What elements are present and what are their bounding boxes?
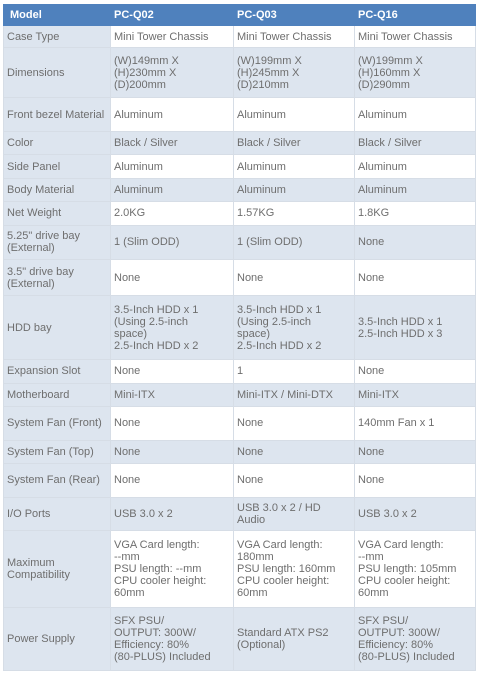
- cell-line: CPU cooler height:: [114, 574, 207, 587]
- table-cell: [234, 406, 355, 440]
- table-cell: [355, 225, 476, 260]
- cell-line: CPU cooler height:: [237, 574, 330, 587]
- cell-line: (D)200mm: [114, 78, 166, 91]
- row-label: Expansion Slot: [4, 360, 111, 383]
- cell-line: Black / Silver: [114, 137, 178, 150]
- cell-line: Mini Tower Chassis: [358, 30, 453, 43]
- table-cell: [234, 26, 355, 48]
- cell-line: Aluminum: [358, 108, 407, 121]
- table-cell: [234, 225, 355, 260]
- cell-line: Audio: [237, 513, 266, 526]
- table-cell: [355, 295, 476, 359]
- table-cell: [234, 155, 355, 178]
- cell-line: 1: [237, 365, 244, 378]
- cell-line: 180mm: [237, 550, 274, 563]
- table-cell: [111, 131, 234, 154]
- row-label: Color: [4, 131, 111, 154]
- cell-line: Standard ATX PS2: [237, 626, 329, 639]
- row-label: Case Type: [4, 26, 111, 48]
- table-row: [4, 464, 476, 498]
- table-cell: [355, 406, 476, 440]
- table-row: [4, 225, 476, 260]
- cell-line: (Optional): [237, 638, 286, 651]
- table-row: [4, 131, 476, 154]
- cell-line: Aluminum: [114, 160, 163, 173]
- table-cell: [355, 360, 476, 383]
- table-cell: [355, 440, 476, 463]
- cell-line: (80-PLUS) Included: [358, 650, 455, 663]
- table-cell: [355, 464, 476, 498]
- cell-line: space): [114, 327, 148, 340]
- cell-line: None: [114, 445, 141, 458]
- table-row: [4, 295, 476, 359]
- row-label: 3.5" drive bay (External): [4, 260, 111, 296]
- table-row: [4, 406, 476, 440]
- cell-line: Aluminum: [237, 108, 286, 121]
- table-cell: [234, 440, 355, 463]
- cell-line: Mini-ITX: [114, 388, 155, 401]
- cell-line: (Using 2.5-inch: [237, 315, 311, 328]
- row-label: Maximum Compatibility: [4, 531, 111, 607]
- table-cell: [355, 497, 476, 531]
- table-cell: [111, 155, 234, 178]
- table-row: [4, 260, 476, 296]
- row-label: System Fan (Rear): [4, 464, 111, 498]
- header-model-2: PC-Q03: [234, 5, 355, 26]
- cell-line: VGA Card length:: [114, 538, 200, 551]
- cell-line: None: [237, 474, 264, 487]
- row-label: Net Weight: [4, 202, 111, 225]
- cell-line: 60mm: [114, 586, 145, 599]
- cell-line: None: [237, 445, 264, 458]
- cell-line: Mini-ITX / Mini-DTX: [237, 388, 333, 401]
- table-cell: [111, 607, 234, 670]
- cell-line: Efficiency: 80%: [358, 638, 434, 651]
- cell-line: (D)210mm: [237, 78, 289, 91]
- cell-line: 1.57KG: [237, 207, 275, 220]
- cell-line: 60mm: [358, 586, 389, 599]
- cell-line: --mm: [114, 550, 140, 563]
- row-label: HDD bay: [4, 295, 111, 359]
- table-cell: [111, 360, 234, 383]
- table-cell: [111, 26, 234, 48]
- table-cell: [111, 178, 234, 201]
- cell-line: 140mm Fan x 1: [358, 417, 435, 430]
- cell-line: USB 3.0 x 2: [358, 507, 417, 520]
- table-cell: [355, 202, 476, 225]
- cell-line: None: [358, 365, 385, 378]
- cell-line: None: [237, 417, 264, 430]
- table-cell: [355, 131, 476, 154]
- cell-line: SFX PSU/: [358, 614, 409, 627]
- cell-line: None: [358, 271, 385, 284]
- row-label: Power Supply: [4, 607, 111, 670]
- table-cell: [234, 98, 355, 132]
- cell-line: (W)199mm X: [237, 54, 302, 67]
- table-cell: [111, 295, 234, 359]
- table-cell: [355, 260, 476, 296]
- table-row: [4, 360, 476, 383]
- cell-line: 1 (Slim ODD): [237, 236, 303, 249]
- table-cell: [355, 48, 476, 98]
- table-row: [4, 26, 476, 48]
- table-cell: [111, 531, 234, 607]
- cell-line: Aluminum: [114, 184, 163, 196]
- cell-line: Mini-ITX: [358, 388, 399, 401]
- cell-line: (D)290mm: [358, 78, 410, 91]
- table-cell: [111, 202, 234, 225]
- table-cell: [111, 260, 234, 296]
- cell-line: Mini Tower Chassis: [114, 30, 209, 43]
- row-label: Motherboard: [4, 383, 111, 406]
- cell-line: Aluminum: [237, 160, 286, 173]
- table-cell: [234, 202, 355, 225]
- cell-line: Aluminum: [358, 160, 407, 173]
- cell-line: 3.5-Inch HDD x 1: [237, 303, 322, 316]
- table-row: [4, 155, 476, 178]
- cell-line: None: [114, 474, 141, 487]
- spec-table: [3, 4, 476, 671]
- table-row: [4, 383, 476, 406]
- table-cell: [355, 531, 476, 607]
- cell-line: 2.0KG: [114, 207, 146, 220]
- table-cell: [234, 295, 355, 359]
- table-cell: [234, 360, 355, 383]
- table-row: [4, 178, 476, 201]
- cell-line: None: [358, 236, 385, 249]
- cell-line: USB 3.0 x 2: [114, 507, 173, 520]
- header-model-1: PC-Q02: [111, 5, 234, 26]
- cell-line: OUTPUT: 300W/: [114, 626, 196, 639]
- cell-line: Aluminum: [358, 184, 407, 196]
- table-cell: [355, 155, 476, 178]
- table-cell: [234, 48, 355, 98]
- table-cell: [111, 497, 234, 531]
- header-row: [4, 5, 476, 26]
- table-cell: [355, 607, 476, 670]
- row-label: Front bezel Material: [4, 98, 111, 132]
- row-label: 5.25" drive bay (External): [4, 225, 111, 260]
- table-cell: [234, 531, 355, 607]
- cell-line: PSU length: 105mm: [358, 562, 457, 575]
- cell-line: Efficiency: 80%: [114, 638, 190, 651]
- header-model-3: PC-Q16: [355, 5, 476, 26]
- cell-line: None: [358, 474, 385, 487]
- cell-line: Black / Silver: [237, 137, 301, 150]
- table-row: [4, 202, 476, 225]
- cell-line: (W)149mm X: [114, 54, 179, 67]
- table-cell: [234, 464, 355, 498]
- table-cell: [111, 98, 234, 132]
- cell-line: None: [358, 445, 385, 458]
- table-cell: [111, 440, 234, 463]
- cell-line: CPU cooler height:: [358, 574, 451, 587]
- cell-line: Black / Silver: [358, 137, 422, 150]
- table-row: [4, 440, 476, 463]
- cell-line: None: [237, 271, 264, 284]
- table-header: [4, 5, 476, 26]
- cell-line: USB 3.0 x 2 / HD: [237, 501, 321, 514]
- table-row: [4, 48, 476, 98]
- row-label: System Fan (Top): [4, 440, 111, 463]
- cell-line: (H)230mm X: [114, 66, 177, 79]
- cell-line: Mini Tower Chassis: [237, 30, 332, 43]
- cell-line: space): [237, 327, 271, 340]
- table-cell: [111, 406, 234, 440]
- cell-line: SFX PSU/: [114, 614, 165, 627]
- table-cell: [111, 48, 234, 98]
- cell-line: 3.5-Inch HDD x 1: [358, 315, 443, 328]
- header-model-label: Model: [4, 5, 111, 26]
- table-cell: [111, 225, 234, 260]
- cell-line: (80-PLUS) Included: [114, 650, 211, 663]
- table-row: [4, 531, 476, 607]
- table-cell: [111, 464, 234, 498]
- cell-line: VGA Card length:: [237, 538, 323, 551]
- table-cell: [355, 98, 476, 132]
- row-label: Side Panel: [4, 155, 111, 178]
- cell-line: PSU length: 160mm: [237, 562, 336, 575]
- table-cell: [234, 131, 355, 154]
- cell-line: Aluminum: [237, 184, 286, 196]
- cell-line: None: [114, 271, 141, 284]
- table-body: [4, 26, 476, 671]
- table-cell: [234, 497, 355, 531]
- row-label: Dimensions: [4, 48, 111, 98]
- table-row: [4, 497, 476, 531]
- table-cell: [234, 383, 355, 406]
- row-label: Body Material: [4, 178, 111, 201]
- table-cell: [234, 260, 355, 296]
- cell-line: 1 (Slim ODD): [114, 236, 180, 249]
- table-row: [4, 607, 476, 670]
- cell-line: None: [114, 417, 141, 430]
- cell-line: (W)199mm X: [358, 54, 423, 67]
- cell-line: Aluminum: [114, 108, 163, 121]
- table-cell: [111, 383, 234, 406]
- cell-line: --mm: [358, 550, 384, 563]
- row-label: I/O Ports: [4, 497, 111, 531]
- table-row: [4, 98, 476, 132]
- cell-line: (Using 2.5-inch: [114, 315, 188, 328]
- cell-line: 2.5-Inch HDD x 2: [237, 339, 322, 352]
- cell-line: 2.5-Inch HDD x 2: [114, 339, 199, 352]
- table-cell: [234, 178, 355, 201]
- table-cell: [355, 178, 476, 201]
- cell-line: PSU length: --mm: [114, 562, 202, 575]
- cell-line: None: [114, 365, 141, 378]
- cell-line: 2.5-Inch HDD x 3: [358, 327, 443, 340]
- table-cell: [355, 26, 476, 48]
- cell-line: (H)245mm X: [237, 66, 300, 79]
- cell-line: 1.8KG: [358, 207, 390, 220]
- cell-line: 60mm: [237, 586, 268, 599]
- table-cell: [355, 383, 476, 406]
- cell-line: 3.5-Inch HDD x 1: [114, 303, 199, 316]
- table-cell: [234, 607, 355, 670]
- row-label: System Fan (Front): [4, 406, 111, 440]
- cell-line: (H)160mm X: [358, 66, 421, 79]
- cell-line: OUTPUT: 300W/: [358, 626, 440, 639]
- cell-line: VGA Card length:: [358, 538, 444, 551]
